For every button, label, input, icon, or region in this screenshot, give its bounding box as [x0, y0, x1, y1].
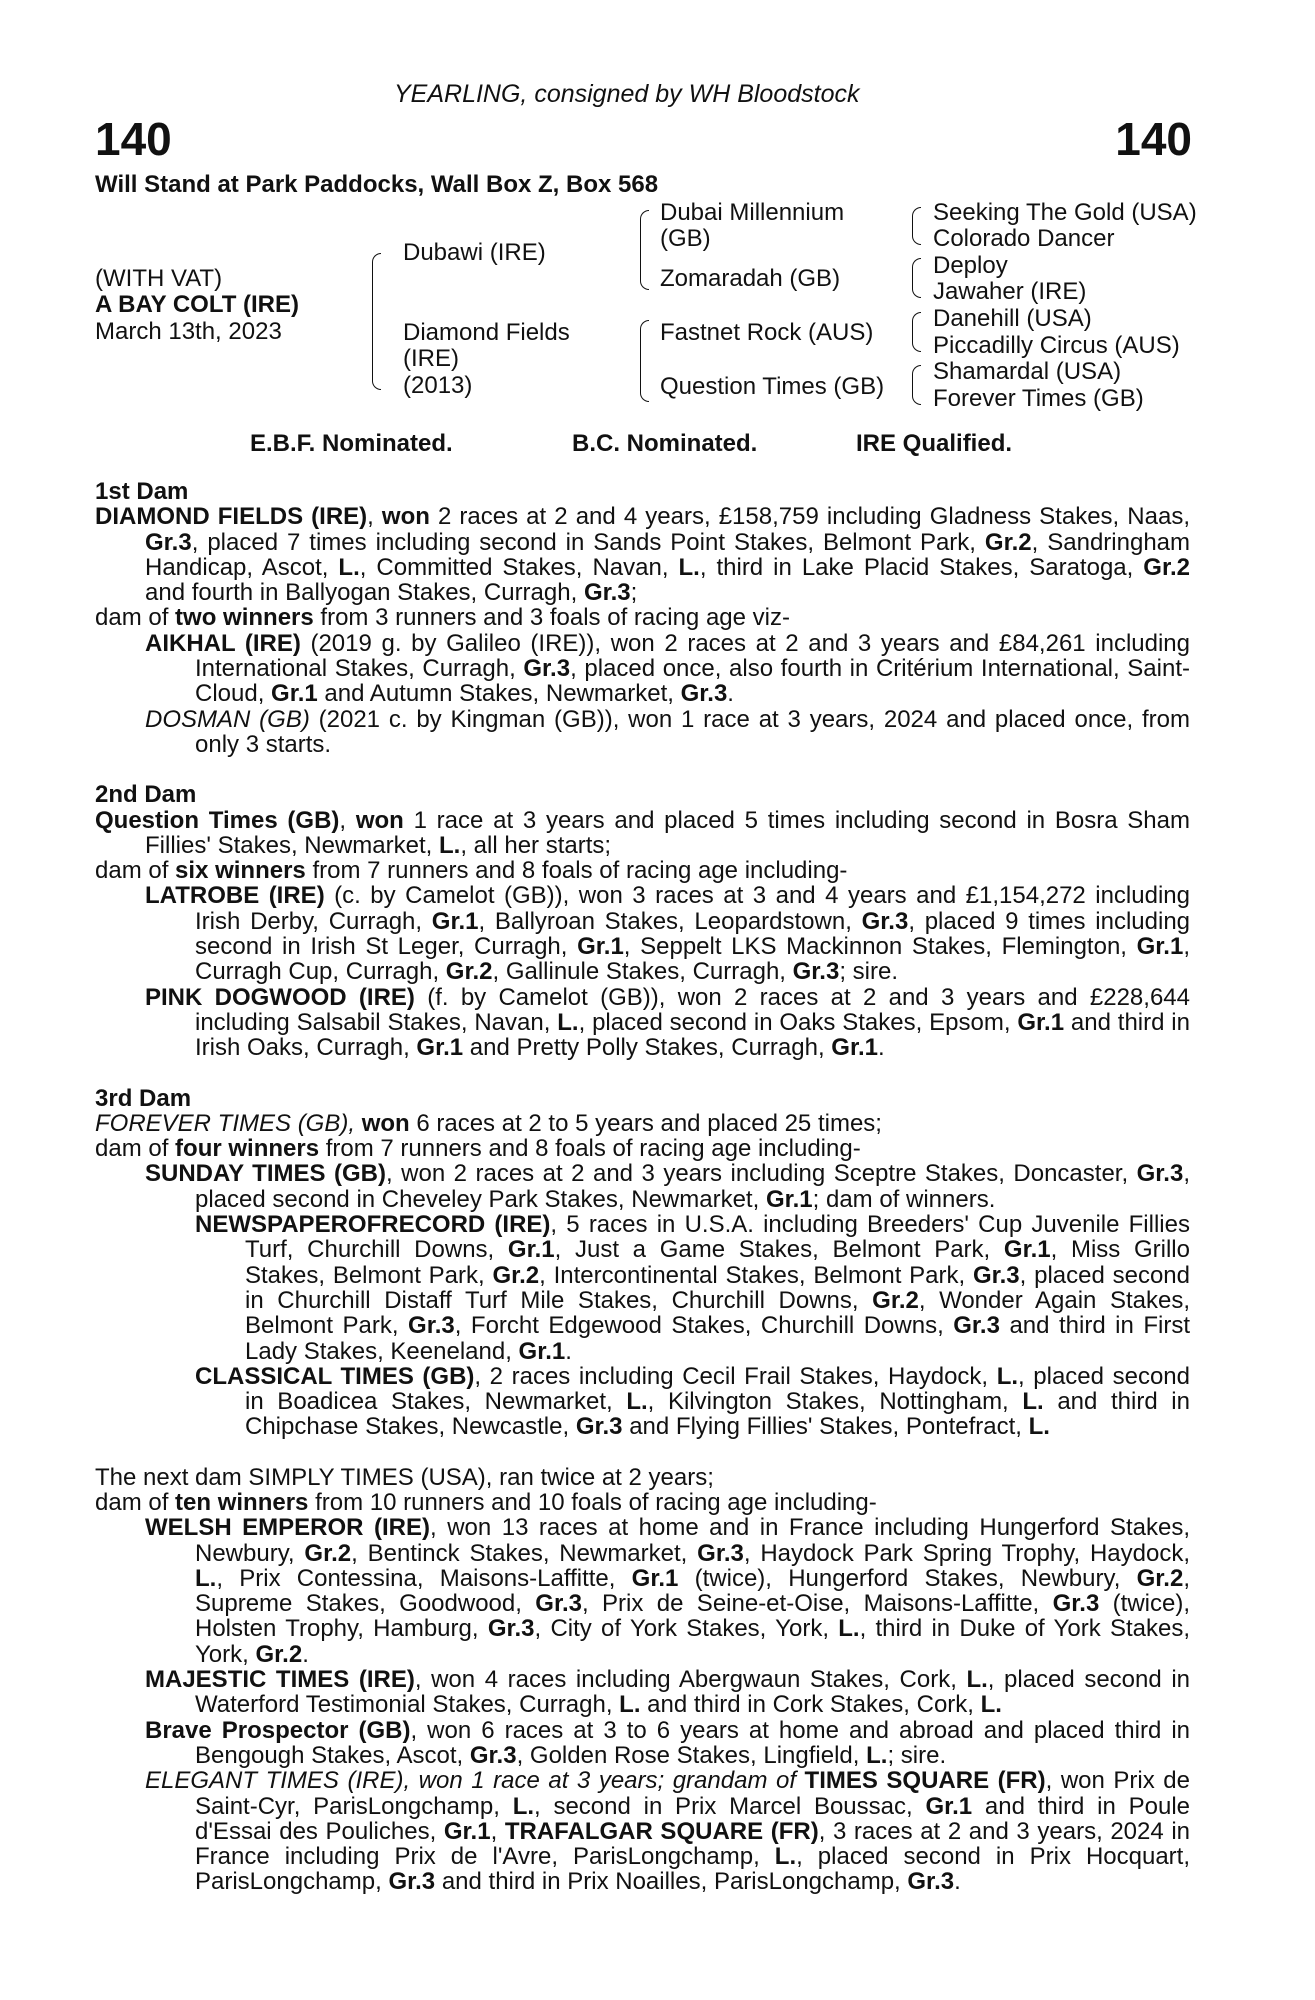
third-gen-5: Danehill (USA) — [933, 305, 1092, 332]
third-gen-4: Jawaher (IRE) — [933, 278, 1087, 305]
third-dam-heading: 3rd Dam — [95, 1084, 192, 1112]
next-dam-produce-line: dam of ten winners from 10 runners and 10 foals of racing age including- — [95, 1488, 877, 1516]
third-dam-entry: FOREVER TIMES (GB), won 6 races at 2 to 5 years and placed 25 times; — [95, 1109, 882, 1137]
dam-dam: Question Times (GB) — [660, 373, 885, 400]
dam-foaling-year: (2013) — [403, 372, 473, 399]
lot-name: A BAY COLT (IRE) — [95, 291, 300, 318]
foaling-date: March 13th, 2023 — [95, 318, 282, 345]
pedigree-brace-sire — [640, 210, 649, 290]
produce-pink-dogwood: PINK DOGWOOD (IRE) (f. by Camelot (GB)), won 2 races at 2 and 3 years and £228,644 including Salsabil Stakes, Navan, L., placed second in Oaks Stakes, Epsom, Gr.1 and third in Irish Oaks, Curragh, Gr.1 and Pretty Polly Stakes, Curragh, Gr.1. — [145, 983, 1190, 1062]
produce-classical-times: CLASSICAL TIMES (GB), 2 races including Cecil Frail Stakes, Haydock, L., placed second in Boadicea Stakes, Newmarket, L., Kilvington Stakes, Nottingham, L. and third in Chipchase Stakes, Newcastle, Gr.3 and Flying Fillies' Stakes, Pontefract, L. — [195, 1362, 1190, 1441]
lot-number-left: 140 — [95, 113, 172, 165]
second-dam-heading: 2nd Dam — [95, 781, 197, 809]
first-dam-heading: 1st Dam — [95, 478, 189, 505]
third-gen-8: Forever Times (GB) — [933, 385, 1144, 412]
sire-dam: Zomaradah (GB) — [660, 265, 841, 292]
produce-welsh-emperor: WELSH EMPEROR (IRE), won 13 races at home and in France including Hungerford Stakes, Newbury, Gr.2, Bentinck Stakes, Newmarket, Gr.3, Haydock Park Spring Trophy, Haydock, L., Prix Contessina, Maisons-Laffitte, Gr.1 (twice), Hungerford Stakes, Newbury, Gr.2, Supreme Stakes, Goodwood, Gr.3, Prix de Seine-et-Oise, Maisons-Laffitte, Gr.3 (twice), Holsten Trophy, Hamburg, Gr.3, City of York Stakes, York, L., third in Duke of York Stakes, York, Gr.2. — [145, 1514, 1190, 1668]
ire-qualification: IRE Qualified. — [856, 430, 1013, 457]
pedigree-brace-dam — [640, 320, 649, 402]
pedigree-brace-3a — [912, 207, 921, 245]
produce-dosman: DOSMAN (GB) (2021 c. by Kingman (GB)), won 1 race at 3 years, 2024 and placed once, from only 3 starts. — [145, 705, 1191, 758]
sire-name: Dubawi (IRE) — [403, 239, 546, 266]
first-dam-entry: DIAMOND FIELDS (IRE), won 2 races at 2 and 4 years, £158,759 including Gladness Stakes, Naas, Gr.3, placed 7 times including second in Sands Point Stakes, Belmont Park, Gr.2, Sandringham Handicap, Ascot, L., Committed Stakes, Navan, L., third in Lake Placid Stakes, Saratoga, Gr.2 and fourth in Ballyogan Stakes, Curragh, Gr.3; — [95, 503, 1191, 607]
third-gen-1: Seeking The Gold (USA) — [933, 199, 1197, 226]
pedigree-brace-main — [372, 253, 381, 390]
dam-sire: Fastnet Rock (AUS) — [660, 319, 874, 346]
produce-latrobe: LATROBE (IRE) (c. by Camelot (GB)), won 3 races at 3 and 4 years and £1,154,272 including Irish Derby, Curragh, Gr.1, Ballyroan Stakes, Leopardstown, Gr.3, placed 9 times including second in Irish St Leger, Curragh, Gr.1, Seppelt LKS Mackinnon Stakes, Flemington, Gr.1, Curragh Cup, Curragh, Gr.2, Gallinule Stakes, Curragh, Gr.3; sire. — [145, 882, 1191, 986]
third-dam-produce-line: dam of four winners from 7 runners and 8 foals of racing age including- — [95, 1135, 861, 1163]
second-dam-entry: Question Times (GB), won 1 race at 3 years and placed 5 times including second in Bosra Sham Fillies' Stakes, Newmarket, L., all her starts; — [95, 806, 1190, 859]
produce-sunday-times: SUNDAY TIMES (GB), won 2 races at 2 and 3 years including Sceptre Stakes, Doncaster, Gr.3, placed second in Cheveley Park Stakes, Newmarket, Gr.1; dam of winners. — [145, 1160, 1190, 1213]
ebf-nomination: E.B.F. Nominated. — [250, 430, 453, 457]
third-gen-6: Piccadilly Circus (AUS) — [933, 332, 1180, 359]
first-dam-produce-line: dam of two winners from 3 runners and 3 foals of racing age viz- — [95, 604, 790, 632]
produce-majestic-times: MAJESTIC TIMES (IRE), won 4 races including Abergwaun Stakes, Cork, L., placed second in Waterford Testimonial Stakes, Curragh, L. and third in Cork Stakes, Cork, L. — [145, 1666, 1190, 1719]
vat-note: (WITH VAT) — [95, 265, 223, 292]
produce-brave-prospector: Brave Prospector (GB), won 6 races at 3 to 6 years at home and abroad and placed third in Bengough Stakes, Ascot, Gr.3, Golden Rose Stakes, Lingfield, L.; sire. — [145, 1716, 1190, 1769]
produce-elegant-times: ELEGANT TIMES (IRE), won 1 race at 3 years; grandam of TIMES SQUARE (FR), won Prix de Saint-Cyr, ParisLongchamp, L., second in Prix Marcel Boussac, Gr.1 and third in Poule d'Essai des Pouliches, Gr.1, TRAFALGAR SQUARE (FR), 3 races at 2 and 3 years, 2024 in France including Prix de l'Avre, ParisLongchamp, L., placed second in Prix Hocquart, ParisLongchamp, Gr.3 and third in Prix Noailles, ParisLongchamp, Gr.3. — [145, 1767, 1191, 1896]
produce-aikhal: AIKHAL (IRE) (2019 g. by Galileo (IRE)), won 2 races at 2 and 3 years and £84,261 including International Stakes, Curragh, Gr.3, placed once, also fourth in Critérium International, Saint-Cloud, Gr.1 and Autumn Stakes, Newmarket, Gr.3. — [145, 629, 1190, 708]
third-gen-3: Deploy — [933, 252, 1008, 279]
third-gen-7: Shamardal (USA) — [933, 358, 1122, 385]
second-dam-produce-line: dam of six winners from 7 runners and 8 foals of racing age including- — [95, 857, 848, 885]
lot-number-right: 140 — [1115, 113, 1192, 165]
pedigree-brace-3d — [912, 365, 921, 405]
consignor-heading: YEARLING, consigned by WH Bloodstock — [394, 80, 860, 108]
catalogue-body — [95, 479, 1190, 1895]
sire-sire-country: (GB) — [660, 225, 711, 252]
sire-sire: Dubai Millennium — [660, 199, 845, 226]
next-dam-entry: The next dam SIMPLY TIMES (USA), ran twice at 2 years; — [95, 1463, 714, 1491]
pedigree-brace-3c — [912, 312, 921, 352]
pedigree-brace-3b — [912, 258, 921, 298]
dam-name-line1: Diamond Fields — [403, 319, 570, 346]
produce-newspaperofrecord: NEWSPAPEROFRECORD (IRE), 5 races in U.S.A. including Breeders' Cup Juvenile Fillies Turf, Churchill Downs, Gr.1, Just a Game Stakes, Belmont Park, Gr.1, Miss Grillo Stakes, Belmont Park, Gr.2, Intercontinental Stakes, Belmont Park, Gr.3, placed second in Churchill Distaff Turf Mile Stakes, Churchill Downs, Gr.2, Wonder Again Stakes, Belmont Park, Gr.3, Forcht Edgewood Stakes, Churchill Downs, Gr.3 and third in First Lady Stakes, Keeneland, Gr.1. — [195, 1211, 1191, 1365]
third-gen-2: Colorado Dancer — [933, 225, 1115, 252]
dam-name-line2: (IRE) — [403, 345, 459, 372]
bc-nomination: B.C. Nominated. — [572, 430, 758, 457]
stand-location: Will Stand at Park Paddocks, Wall Box Z, Box 568 — [95, 171, 659, 198]
